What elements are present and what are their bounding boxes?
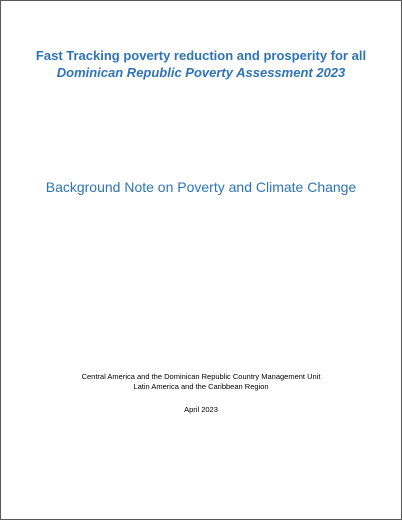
document-title xyxy=(1,47,401,81)
title-line-report: Dominican Republic Poverty Assessment 2023 xyxy=(56,65,346,80)
publication-date: April 2023 xyxy=(184,405,218,414)
organization-info xyxy=(1,372,401,392)
document-subtitle: Background Note on Poverty and Climate Change xyxy=(45,179,357,195)
organization-unit: Central America and the Dominican Republic Country Management Unit xyxy=(81,372,321,381)
title-line-main: Fast Tracking poverty reduction and prosperity for all xyxy=(35,48,367,63)
organization-region: Latin America and the Caribbean Region xyxy=(133,382,269,391)
